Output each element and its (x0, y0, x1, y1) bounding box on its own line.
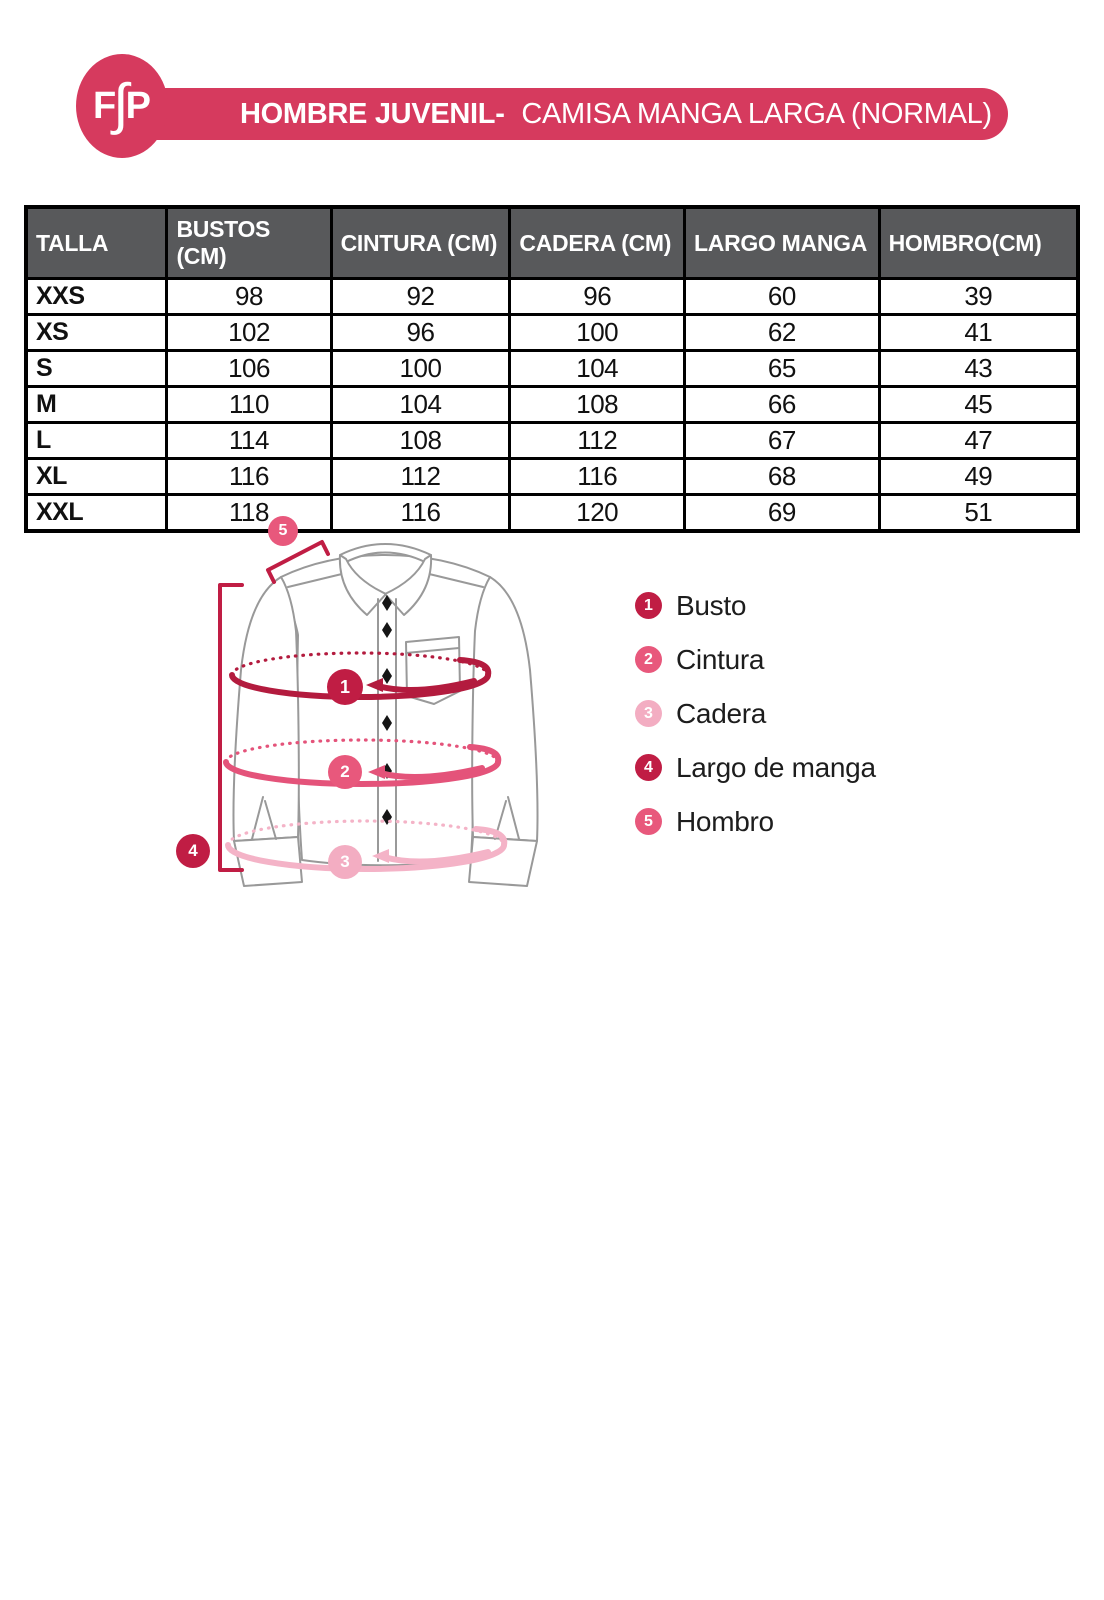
cell-hombro: 47 (879, 423, 1078, 459)
logo-letter-f: F (93, 84, 117, 127)
legend-badge-1: 1 (635, 592, 662, 619)
size-label: XS (26, 315, 167, 351)
diagram-marker-waist: 2 (328, 755, 362, 789)
cell-hombro: 43 (879, 351, 1078, 387)
cell-bustos: 102 (167, 315, 331, 351)
cell-hombro: 51 (879, 495, 1078, 532)
shirt-illustration (150, 495, 620, 895)
diagram-marker-sleeve: 4 (176, 834, 210, 868)
column-header-largo-manga: LARGO MANGA (685, 207, 880, 279)
cell-cadera: 100 (510, 315, 685, 351)
cell-cadera: 104 (510, 351, 685, 387)
legend-badge-4: 4 (635, 754, 662, 781)
column-header-bustos: BUSTOS (CM) (167, 207, 331, 279)
title-bar (118, 88, 1008, 140)
cell-bustos: 106 (167, 351, 331, 387)
legend-label-busto: Busto (676, 589, 747, 621)
cell-hombro: 49 (879, 459, 1078, 495)
cell-bustos: 98 (167, 279, 331, 315)
size-label: L (26, 423, 167, 459)
page-title (240, 98, 992, 131)
cell-hombro: 45 (879, 387, 1078, 423)
table-header-row (26, 207, 1078, 279)
column-header-talla: TALLA (26, 207, 167, 279)
brand-logo (76, 54, 168, 158)
table-row (26, 459, 1078, 495)
diagram-marker-shoulder: 5 (268, 516, 298, 546)
cell-bustos: 118 (167, 495, 331, 532)
cell-cintura: 112 (331, 459, 510, 495)
cell-cadera: 96 (510, 279, 685, 315)
cell-largo-manga: 68 (685, 459, 880, 495)
legend-label-largo-de-manga: Largo de manga (676, 751, 876, 783)
size-label: S (26, 351, 167, 387)
legend-item-largo-de-manga (635, 751, 876, 783)
cell-largo-manga: 69 (685, 495, 880, 532)
column-header-cadera: CADERA (CM) (510, 207, 685, 279)
cell-largo-manga: 60 (685, 279, 880, 315)
cell-cintura: 100 (331, 351, 510, 387)
cell-cadera: 112 (510, 423, 685, 459)
page-title-category: HOMBRE JUVENIL- (240, 97, 505, 130)
cell-bustos: 116 (167, 459, 331, 495)
cell-cintura: 104 (331, 387, 510, 423)
size-label: XXS (26, 279, 167, 315)
logo-letter-p: P (125, 84, 151, 127)
diagram-marker-bust: 1 (327, 669, 363, 705)
legend-item-cadera (635, 697, 876, 729)
legend-item-hombro (635, 805, 876, 837)
cell-largo-manga: 66 (685, 387, 880, 423)
size-label: XXL (26, 495, 167, 532)
table-row (26, 279, 1078, 315)
legend-badge-2: 2 (635, 646, 662, 673)
size-table (24, 205, 1080, 533)
legend-label-cadera: Cadera (676, 697, 767, 729)
legend-badge-5: 5 (635, 808, 662, 835)
measurement-diagram (150, 495, 620, 895)
legend-item-busto (635, 589, 876, 621)
table-row (26, 387, 1078, 423)
cell-bustos: 110 (167, 387, 331, 423)
cell-cadera: 120 (510, 495, 685, 532)
measurement-legend (635, 589, 876, 862)
legend-item-cintura (635, 643, 876, 675)
size-label: XL (26, 459, 167, 495)
cell-bustos: 114 (167, 423, 331, 459)
cell-cintura: 108 (331, 423, 510, 459)
cell-largo-manga: 67 (685, 423, 880, 459)
legend-label-cintura: Cintura (676, 643, 765, 675)
legend-label-hombro: Hombro (676, 805, 774, 837)
size-label: M (26, 387, 167, 423)
page-title-garment: CAMISA MANGA LARGA (NORMAL) (521, 97, 992, 130)
cell-largo-manga: 62 (685, 315, 880, 351)
shirt-body (233, 544, 537, 886)
legend-badge-3: 3 (635, 700, 662, 727)
cell-cintura: 116 (331, 495, 510, 532)
cell-cadera: 116 (510, 459, 685, 495)
table-row (26, 423, 1078, 459)
table-row (26, 351, 1078, 387)
cell-cadera: 108 (510, 387, 685, 423)
logo-squiggle: ∫ (113, 71, 129, 135)
cell-hombro: 41 (879, 315, 1078, 351)
column-header-hombro: HOMBRO(CM) (879, 207, 1078, 279)
column-header-cintura: CINTURA (CM) (331, 207, 510, 279)
cell-largo-manga: 65 (685, 351, 880, 387)
cell-hombro: 39 (879, 279, 1078, 315)
cell-cintura: 92 (331, 279, 510, 315)
cell-cintura: 96 (331, 315, 510, 351)
diagram-marker-hip: 3 (328, 845, 362, 879)
table-row (26, 315, 1078, 351)
